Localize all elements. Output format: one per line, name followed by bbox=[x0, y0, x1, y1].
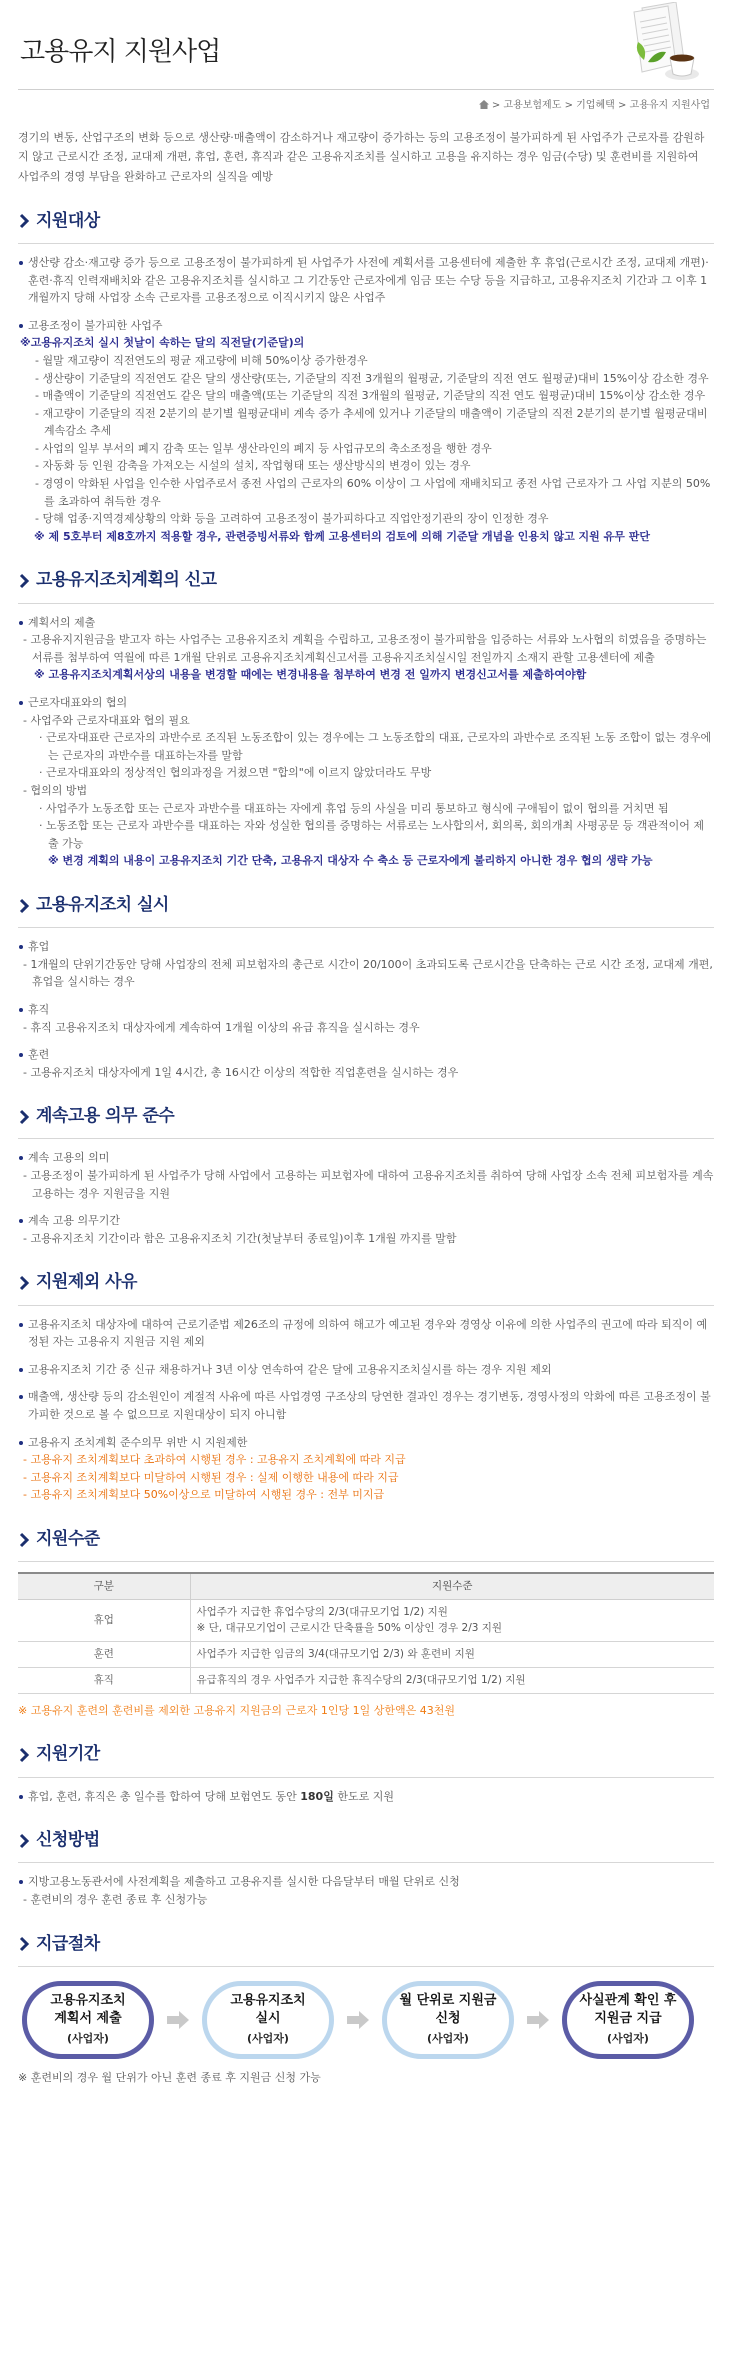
chevron-right-icon bbox=[18, 1833, 30, 1849]
section-title bbox=[18, 1741, 714, 1768]
implement-item-text: - 1개월의 단위기간동안 당해 사업장의 전체 피보험자의 총근로 시간이 20/100이 초과되도록 근로시간을 단축하는 근로 시간 조정, 교대제 개편, 휴업을 실시하는 경우 bbox=[23, 957, 713, 989]
chevron-right-icon bbox=[18, 1747, 30, 1763]
target-note-end: ※ 제 5호부터 제8호까지 적용할 경우, 관련증빙서류와 함께 고용센터의 검토에 의해 기준달 개념을 인용치 않고 지원 유무 판단 bbox=[34, 529, 650, 543]
plan-dot: · 근로자대표란 근로자의 과반수로 조직된 노동조합이 있는 경우에는 그 노동조합의 대표, 근로자의 과반수로 조직된 노동 조합이 없는 경우에는 근로자의 과반수를 대표하는자를 말함 bbox=[39, 731, 712, 762]
intro-text: 경기의 변동, 산업구조의 변화 등으로 생산량·매출액이 감소하거나 재고량이 증가하는 등의 고용조정이 불가피하게 된 사업주가 근로자를 감원하지 않고 근로시간 조정, 교대제 개편, 휴업, 훈련, 휴직과 같은 고용유지조치를 실시하고 고용을 유지하는 경우 임금(수당) 및 훈련비를 지원하여 사업주의 경영 부담을 완화하고 근로자의 실직을 예방 bbox=[18, 131, 705, 183]
apply-text: 지방고용노동관서에 사전계획을 제출하고 고용유지를 실시한 다음달부터 매월 단위로 신청 bbox=[18, 1873, 714, 1891]
section-title-text: 고용유지조치계획의 신고 bbox=[36, 570, 217, 591]
support-level-table bbox=[18, 1572, 714, 1694]
section-title-text: 지원제외 사유 bbox=[36, 1272, 137, 1293]
period-text bbox=[18, 1788, 714, 1806]
step-label: 고용유지조치 bbox=[50, 1993, 126, 2009]
target-note: ※고용유지조치 실시 첫날이 속하는 달의 직전달(기준달)의 bbox=[20, 336, 305, 350]
section-exclude bbox=[18, 1269, 714, 1504]
plan-item-head: 근로자대표와의 협의 bbox=[18, 694, 714, 712]
section-title bbox=[18, 1269, 714, 1296]
breadcrumb-sep: > bbox=[614, 100, 630, 111]
target-paragraph-1: 생산량 감소·재고량 증가 등으로 고용조정이 불가피하게 된 사업주가 사전에 계획서를 고용센터에 제출한 후 휴업(근로시간 조정, 교대제 개편)·훈련·휴직 인력재배치와 같은 고용유지조치를 실시하고 그 기간동안 근로자에게 임금 또는 수당 등을 지급하고, 고용유지조치 기간과 그 이후 1개월까지 당해 사업장 소속 근로자를 고용조정으로 이직시키지 않은 사업주 bbox=[18, 254, 714, 307]
chevron-right-icon bbox=[18, 573, 30, 589]
list-item: - 월말 재고량이 직전연도의 평균 재고량에 비해 50%이상 증가한경우 bbox=[35, 353, 368, 367]
breadcrumb bbox=[18, 98, 714, 114]
section-apply bbox=[18, 1827, 714, 1908]
table-cell-level: 사업주가 지급한 임금의 3/4(대규모기업 2/3) 와 훈련비 지원 bbox=[190, 1642, 714, 1668]
level-note: ※ 고용유지 훈련의 훈련비를 제외한 고용유지 지원금의 근로자 1인당 1일 상한액은 43천원 bbox=[18, 1703, 455, 1717]
section-title bbox=[18, 567, 714, 594]
plan-note: ※ 변경 계획의 내용이 고용유지조치 기간 단축, 고용유지 대상자 수 축소 등 근로자에게 불리하지 아니한 경우 협의 생략 가능 bbox=[48, 854, 653, 868]
chevron-right-icon bbox=[18, 213, 30, 229]
divider bbox=[18, 1305, 714, 1306]
list-item: - 생산량이 기준달의 직전연도 같은 달의 생산량(또는, 기준달의 직전 3개월의 월평균, 기준달의 직전 연도 월평균)대비 15%이상 감소한 경우 bbox=[35, 371, 709, 385]
divider bbox=[18, 1862, 714, 1863]
implement-item-head: 휴업 bbox=[18, 938, 714, 956]
step-label: 월 단위로 지원금 bbox=[399, 1993, 497, 2009]
breadcrumb-sep: > bbox=[491, 100, 504, 111]
section-title-text: 지원대상 bbox=[36, 210, 100, 231]
chevron-right-icon bbox=[18, 898, 30, 914]
step-label: 실시 bbox=[255, 2010, 281, 2026]
section-title bbox=[18, 1526, 714, 1553]
section-duty bbox=[18, 1103, 714, 1247]
process-flow bbox=[18, 1981, 714, 2059]
chevron-right-icon bbox=[18, 1109, 30, 1125]
breadcrumb-item-3: 고용유지 지원사업 bbox=[629, 100, 710, 111]
target-paragraph-2-head: 고용조정이 불가피한 사업주 bbox=[18, 317, 714, 335]
table-cell-level: 유급휴직의 경우 사업주가 지급한 휴직수당의 2/3(대규모기업 1/2) 지원 bbox=[190, 1668, 714, 1694]
plan-dot: · 노동조합 또는 근로자 과반수를 대표하는 자와 성실한 협의를 증명하는 서류로는 노사합의서, 회의록, 회의개최 사평공문 등 객관적이어 제출 가능 bbox=[39, 819, 704, 850]
table-cell-line: ※ 단, 대규모기업이 근로시간 단축률을 50% 이상인 경우 2/3 지원 bbox=[196, 1622, 503, 1635]
section-title-text: 지급절차 bbox=[36, 1933, 100, 1954]
exclude-item: 매출액, 생산량 등의 감소원인이 계절적 사유에 따른 사업경영 구조상의 당연한 결과인 경우는 경기변동, 경영사정의 악화에 따른 고용조정이 불가피한 것으로 볼 수 없으므로 지원대상이 되지 아니함 bbox=[18, 1388, 714, 1423]
plan-dot: · 사업주가 노동조합 또는 근로자 과반수를 대표하는 자에게 휴업 등의 사실을 미리 통보하고 형식에 구애됨이 없이 협의를 거치면 됨 bbox=[39, 801, 669, 815]
page-header bbox=[18, 0, 714, 90]
section-title-text: 계속고용 의무 준수 bbox=[36, 1106, 175, 1127]
period-text-after: 한도로 지원 bbox=[333, 1789, 394, 1803]
process-note: ※ 훈련비의 경우 월 단위가 아닌 훈련 종료 후 지원금 신청 가능 bbox=[18, 2070, 321, 2084]
step-actor: (사업자) bbox=[67, 2031, 109, 2045]
exclude-restriction: - 고용유지 조치계획보다 50%이상으로 미달하여 시행된 경우 : 전부 미지급 bbox=[23, 1488, 385, 1502]
process-step-2 bbox=[202, 1981, 334, 2059]
table-cell-kind: 휴직 bbox=[18, 1668, 190, 1694]
table-row bbox=[18, 1668, 714, 1694]
chevron-right-icon bbox=[18, 1532, 30, 1548]
document-book-icon bbox=[604, 2, 704, 88]
plan-item-text: - 고용유지지원금을 받고자 하는 사업주는 고용유지조치 계획을 수립하고, 고용조정이 불가피함을 입증하는 서류와 노사협의 히였음을 증명하는 서류를 첨부하여 역월에 따른 1개월 단위로 고용유지조치계획신고서를 고용유지조치실시일 전일까지 소재지 관할 고용센터에 제출 bbox=[23, 633, 707, 664]
list-item: - 재고량이 기준달의 직전 2분기의 분기별 월평균대비 계속 증가 추세에 있거나 기준달의 매출액이 기준달의 직전 2분기의 분기별 월평균대비 계속감소 추세 bbox=[35, 406, 708, 438]
period-days: 180일 bbox=[300, 1789, 334, 1803]
section-title bbox=[18, 208, 714, 235]
arrow-right-icon bbox=[334, 2011, 382, 2029]
section-title-text: 지원수준 bbox=[36, 1528, 100, 1549]
implement-item-text: - 고용유지조치 대상자에게 1일 4시간, 총 16시간 이상의 적합한 직업훈련을 실시하는 경우 bbox=[23, 1065, 459, 1079]
duty-item-text: - 고용유지조치 기간이라 함은 고용유지조치 기간(첫날부터 종료일)이후 1개월 까지를 말함 bbox=[23, 1231, 457, 1245]
exclude-item: 고용유지조치 기간 중 신규 채용하거나 3년 이상 연속하여 같은 달에 고용유지조치실시를 하는 경우 지원 제외 bbox=[18, 1361, 714, 1379]
implement-item-text: - 휴직 고용유지조치 대상자에게 계속하여 1개월 이상의 유급 휴직을 실시하는 경우 bbox=[23, 1020, 420, 1034]
table-cell-line: 사업주가 지급한 휴업수당의 2/3(대규모기업 1/2) 지원 bbox=[196, 1605, 448, 1618]
divider bbox=[18, 1777, 714, 1778]
exclude-item: 고용유지조치 대상자에 대하여 근로기준법 제26조의 규정에 의하여 해고가 예고된 경우와 경영상 이유에 의한 사업주의 권고에 따라 퇴직이 예정된 자는 고용유지 지원금 지원 제외 bbox=[18, 1316, 714, 1351]
list-item: - 사업의 일부 부서의 폐지 감축 또는 일부 생산라인의 폐지 등 사업규모의 축소조정을 행한 경우 bbox=[35, 441, 492, 455]
step-label: 고용유지조치 bbox=[230, 1993, 306, 2009]
apply-sub: - 훈련비의 경우 훈련 종료 후 신청가능 bbox=[23, 1893, 208, 1906]
list-item: - 매출액이 기준달의 직전연도 같은 달의 매출액(또는 기준달의 직전 3개월의 월평균, 기준달의 직전 연도 월평균)대비 15%이상 감소한 경우 bbox=[35, 389, 706, 403]
section-implement bbox=[18, 892, 714, 1081]
step-label: 신청 bbox=[435, 2010, 461, 2026]
divider bbox=[18, 243, 714, 244]
coffee-cup-icon bbox=[665, 55, 699, 81]
arrow-right-icon bbox=[154, 2011, 202, 2029]
duty-item-head: 계속 고용 의무기간 bbox=[18, 1212, 714, 1230]
breadcrumb-item-1[interactable]: 고용보험제도 bbox=[503, 100, 562, 111]
step-label: 지원금 지급 bbox=[594, 2010, 662, 2026]
divider bbox=[18, 1966, 714, 1967]
section-target bbox=[18, 208, 714, 546]
section-title bbox=[18, 1103, 714, 1130]
table-cell-kind: 휴업 bbox=[18, 1599, 190, 1642]
duty-item-head: 계속 고용의 의미 bbox=[18, 1149, 714, 1167]
section-period bbox=[18, 1741, 714, 1805]
chevron-right-icon bbox=[18, 1936, 30, 1952]
table-row bbox=[18, 1642, 714, 1668]
exclude-restriction: - 고용유지 조치계획보다 미달하여 시행된 경우 : 실제 이행한 내용에 따라 지급 bbox=[23, 1470, 399, 1484]
section-title-text: 지원기간 bbox=[36, 1744, 100, 1765]
section-process bbox=[18, 1931, 714, 2087]
plan-item-head: 계획서의 제출 bbox=[18, 614, 714, 632]
plan-sub: - 협의의 방법 bbox=[23, 783, 88, 797]
step-actor: (사업자) bbox=[427, 2031, 469, 2045]
plan-sub: - 사업주와 근로자대표와 협의 필요 bbox=[23, 713, 190, 727]
section-level bbox=[18, 1526, 714, 1719]
section-title bbox=[18, 1931, 714, 1958]
step-actor: (사업자) bbox=[607, 2031, 649, 2045]
step-actor: (사업자) bbox=[247, 2031, 289, 2045]
implement-item-head: 휴직 bbox=[18, 1001, 714, 1019]
list-item: - 당해 업종·지역경제상황의 악화 등을 고려하여 고용조정이 불가피하다고 직업안정기관의 장이 인정한 경우 bbox=[35, 512, 549, 526]
section-title-text: 신청방법 bbox=[36, 1830, 100, 1851]
implement-item-head: 훈련 bbox=[18, 1046, 714, 1064]
chevron-right-icon bbox=[18, 1275, 30, 1291]
divider bbox=[18, 927, 714, 928]
process-step-3 bbox=[382, 1981, 514, 2059]
exclude-item: 고용유지 조치계획 준수의무 위반 시 지원제한 bbox=[18, 1434, 714, 1452]
breadcrumb-sep: > bbox=[561, 100, 577, 111]
process-step-4 bbox=[562, 1981, 694, 2059]
duty-item-text: - 고용조정이 불가피하게 된 사업주가 당해 사업에서 고용하는 피보험자에 대하여 고용유지조치를 취하여 당해 사업장 소속 전체 피보험자를 계속 고용하는 경우 지원금을 지원 bbox=[23, 1169, 714, 1200]
process-step-1 bbox=[22, 1981, 154, 2059]
table-row bbox=[18, 1599, 714, 1642]
list-item: - 경영이 악화된 사업을 인수한 사업주로서 종전 사업의 근로자의 60% 이상이 그 사업에 재배치되고 종전 사업 근로자가 그 사업 지분의 50%를 초과하여 취득한 경우 bbox=[35, 477, 711, 508]
step-label: 계획서 제출 bbox=[54, 2010, 122, 2026]
plan-note: ※ 고용유지조치계획서상의 내용을 변경할 때에는 변경내용을 첨부하여 변경 전 일까지 변경신고서를 제출하여야함 bbox=[34, 668, 587, 682]
table-header-level: 지원수준 bbox=[190, 1573, 714, 1599]
section-title bbox=[18, 892, 714, 919]
divider bbox=[18, 1138, 714, 1139]
period-text-before: 휴업, 훈련, 휴직은 총 일수를 합하여 당해 보험연도 동안 bbox=[28, 1789, 301, 1803]
exclude-restriction: - 고용유지 조치계획보다 초과하여 시행된 경우 : 고용유지 조치계획에 따라 지급 bbox=[23, 1453, 406, 1467]
table-header-kind: 구분 bbox=[18, 1573, 190, 1599]
section-title-text: 고용유지조치 실시 bbox=[36, 894, 169, 915]
step-label: 사실관계 확인 후 bbox=[579, 1993, 677, 2009]
table-header-row bbox=[18, 1573, 714, 1599]
divider bbox=[18, 1561, 714, 1562]
breadcrumb-item-2[interactable]: 기업혜택 bbox=[576, 100, 615, 111]
plan-dot: · 근로자대표와의 정상적인 협의과정을 거쳤으면 "합의"에 이르지 않았더라도 무방 bbox=[39, 766, 432, 780]
section-plan bbox=[18, 567, 714, 870]
section-title bbox=[18, 1827, 714, 1854]
home-icon[interactable] bbox=[479, 100, 489, 109]
arrow-right-icon bbox=[514, 2011, 562, 2029]
table-cell-level bbox=[190, 1599, 714, 1642]
divider bbox=[18, 603, 714, 604]
table-cell-kind: 훈련 bbox=[18, 1642, 190, 1668]
list-item: - 자동화 등 인원 감축을 가져오는 시설의 설치, 작업형태 또는 생산방식의 변경이 있는 경우 bbox=[35, 459, 471, 473]
page-title: 고용유지 지원사업 bbox=[20, 37, 221, 67]
